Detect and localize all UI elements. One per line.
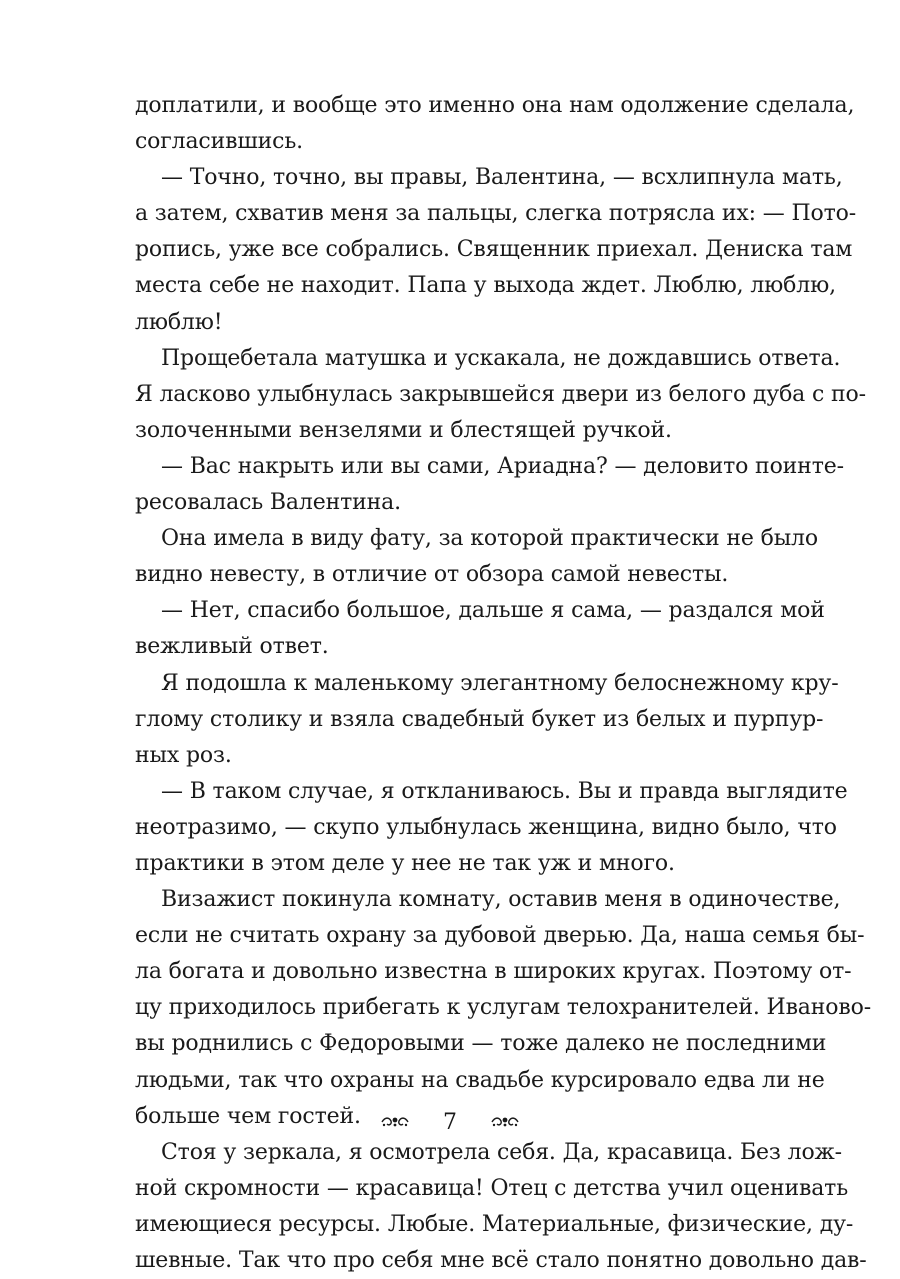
- text-line: согласившись.: [135, 129, 304, 155]
- page-footer: [0, 1108, 900, 1138]
- text-line: — Точно, точно, вы правы, Валентина, — всхлипнула мать,: [161, 165, 843, 191]
- paragraph: [135, 521, 818, 593]
- floral-ornament-icon: [380, 1108, 410, 1138]
- text-line: доплатили, и вообще это именно она нам одолжение сделала,: [135, 93, 855, 118]
- text-line: больше чем гостей.: [135, 1103, 361, 1129]
- text-line: ропись, уже все собрались. Священник приехал. Дениска там: [135, 237, 853, 263]
- text-line: видно невесту, в отличие от обзора самой невесты.: [135, 562, 729, 588]
- paragraph: [135, 774, 848, 882]
- text-line: практики в этом деле у нее не так уж и много.: [135, 850, 675, 876]
- text-line: Она имела в виду фату, за которой практически не было: [161, 526, 818, 552]
- text-line: глому столику и взяла свадебный букет из белых и пурпур-: [135, 706, 824, 732]
- text-line: — Нет, спасибо большое, дальше я сама, — раздался мой: [161, 598, 825, 624]
- text-line: Я подошла к маленькому элегантному белоснежному кру-: [161, 670, 839, 696]
- text-line: а затем, схватив меня за пальцы, слегка потрясла их: — Пото-: [135, 201, 857, 227]
- text-line: — Вас накрыть или вы сами, Ариадна? — деловито поинте-: [161, 453, 844, 479]
- text-line: ресовалась Валентина.: [135, 490, 401, 516]
- text-line: — В таком случае, я откланиваюсь. Вы и правда выглядите: [161, 778, 848, 804]
- text-line: неотразимо, — скупо улыбнулась женщина, видно было, что: [135, 814, 837, 840]
- page-body: [135, 88, 871, 1279]
- text-line: золоченными вензелями и блестящей ручкой.: [135, 417, 672, 443]
- text-line: места себе не находит. Папа у выхода ждет. Люблю, люблю,: [135, 273, 836, 299]
- paragraph: [135, 882, 871, 1135]
- paragraph: [135, 160, 857, 340]
- paragraph: [135, 341, 866, 449]
- floral-ornament-icon: [490, 1108, 520, 1138]
- paragraph: [135, 593, 825, 665]
- text-line: Я ласково улыбнулась закрывшейся двери из белого дуба с по-: [135, 381, 866, 407]
- text-line: если не считать охрану за дубовой дверью. Да, наша семья бы-: [135, 923, 865, 949]
- text-line: цу приходилось прибегать к услугам телохранителей. Иваново-: [135, 995, 871, 1021]
- text-line: вы роднились с Федоровыми — тоже далеко не последними: [135, 1031, 827, 1057]
- text-line: люблю!: [135, 309, 223, 335]
- paragraph: [135, 88, 855, 160]
- text-line: шевные. Так что про себя мне всё стало понятно довольно дав-: [135, 1248, 867, 1273]
- text-line: ной скромности — красавица! Отец с детства учил оценивать: [135, 1175, 849, 1201]
- text-line: имеющиеся ресурсы. Любые. Материальные, физические, ду-: [135, 1211, 854, 1237]
- text-line: людьми, так что охраны на свадьбе курсировало едва ли не: [135, 1067, 825, 1093]
- text-line: Стоя у зеркала, я осмотрела себя. Да, красавица. Без лож-: [161, 1139, 842, 1165]
- page-number: 7: [443, 1110, 457, 1135]
- text-line: вежливый ответ.: [135, 634, 329, 660]
- text-line: ла богата и довольно известна в широких кругах. Поэтому от-: [135, 959, 852, 985]
- paragraph: [135, 666, 839, 774]
- text-line: Прощебетала матушка и ускакала, не дождавшись ответа.: [161, 345, 841, 371]
- paragraph: [135, 1135, 867, 1279]
- text-line: Визажист покинула комнату, оставив меня в одиночестве,: [161, 887, 841, 913]
- paragraph: [135, 449, 844, 521]
- text-line: ных роз.: [135, 742, 232, 768]
